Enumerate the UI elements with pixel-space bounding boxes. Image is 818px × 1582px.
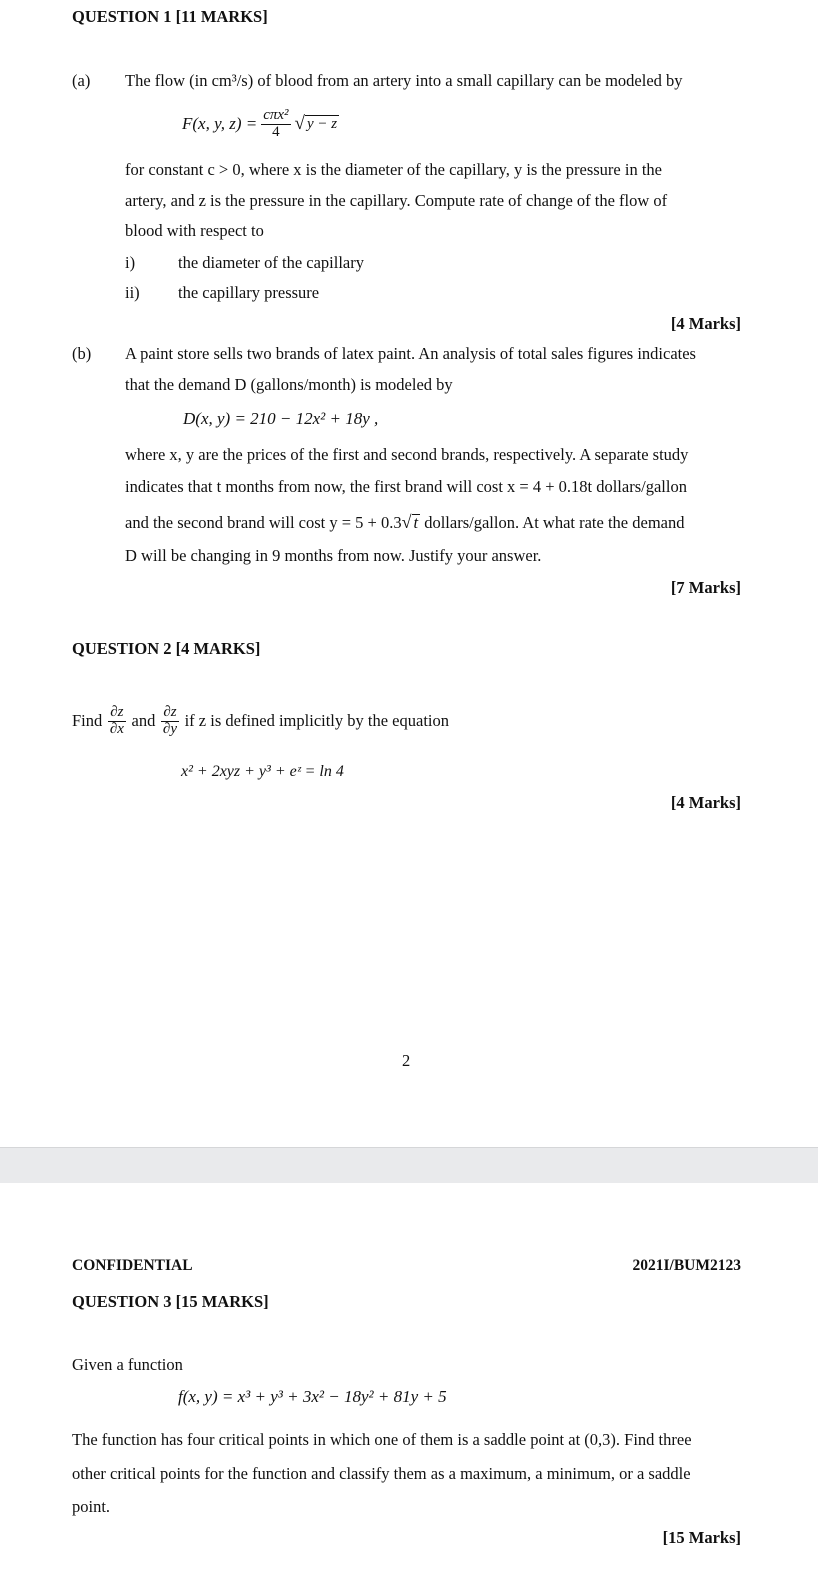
question-3-marks: [15 Marks]: [662, 1528, 741, 1547]
part-a-marks: [4 Marks]: [670, 314, 741, 333]
flow-formula-fraction: [261, 108, 290, 141]
part-a-line-2: artery, and z is the pressure in the capillary. Compute rate of change of the flow of: [125, 191, 668, 210]
course-code-header: 2021I/BUM2123: [632, 1257, 741, 1274]
page-separator-line: [0, 1147, 818, 1148]
page-number: 2: [402, 1051, 411, 1070]
dz-dx-fraction: [108, 705, 125, 738]
part-b-line-1: A paint store sells two brands of latex paint. An analysis of total sales figures indicates: [125, 344, 696, 363]
flow-formula: F(x, y, z) = $\frac{\text{cπx²}}{4}$ √ y − z: [182, 106, 338, 140]
part-a-intro: The flow (in cm³/s) of blood from an artery into a small capillary can be modeled by: [125, 71, 683, 90]
question-2-heading: QUESTION 2 [4 MARKS]: [72, 639, 261, 658]
item-i-number: i): [125, 253, 136, 272]
part-a-label: (a): [72, 71, 91, 90]
page-separator: [0, 1147, 818, 1183]
part-b-line-5-sqrt: t: [413, 513, 419, 532]
question-2-prompt: [72, 700, 449, 742]
dz-dy-numerator: ∂z: [163, 703, 177, 720]
item-ii-number: ii): [125, 283, 140, 302]
part-a-line-3: blood with respect to: [125, 221, 264, 240]
question-3-line-1: The function has four critical points in which one of them is a saddle point at (0,3). Find three: [72, 1430, 692, 1449]
part-b-line-5-start: and the second brand will cost y = 5 + 0.3: [125, 513, 402, 532]
dz-dy-denominator: ∂y: [162, 720, 177, 737]
question-3-line-2: other critical points for the function and classify them as a maximum, a minimum, or a saddle: [72, 1464, 691, 1483]
item-ii-text: the capillary pressure: [178, 283, 320, 302]
implicit-equation: x² + 2xyz + y³ + eᶻ = ln 4: [181, 763, 344, 780]
part-b-marks: [7 Marks]: [670, 578, 741, 597]
find-word: Find: [72, 710, 103, 730]
part-b-line-5-end: dollars/gallon. At what rate the demand: [420, 513, 685, 532]
part-b-line-5: and the second brand will cost y = 5 + 0.3√ t dollars/gallon. At what rate the demand: [125, 512, 685, 532]
dz-dx-numerator: ∂z: [110, 703, 124, 720]
part-a-line-1: for constant c > 0, where x is the diameter of the capillary, y is the pressure in the: [125, 160, 662, 179]
part-b-label: (b): [72, 344, 92, 363]
part-b-line-2: that the demand D (gallons/month) is modeled by: [125, 375, 453, 394]
question-3-line-3: point.: [72, 1497, 111, 1516]
question-1-heading: QUESTION 1 [11 MARKS]: [72, 7, 268, 26]
item-i-text: the diameter of the capillary: [178, 253, 364, 272]
and-word: and: [131, 710, 156, 730]
question-2-rest: if z is defined implicitly by the equation: [184, 710, 449, 730]
demand-formula: D(x, y) = 210 − 12x² + 18y ,: [183, 409, 379, 428]
part-b-line-4: indicates that t months from now, the first brand will cost x = 4 + 0.18t dollars/gallon: [125, 477, 687, 496]
question-3-intro: Given a function: [72, 1355, 183, 1374]
part-b-line-3: where x, y are the prices of the first and second brands, respectively. A separate study: [125, 445, 689, 464]
dz-dy-fraction: [161, 705, 178, 738]
flow-formula-sqrt: y − z: [306, 116, 338, 132]
dz-dx-denominator: ∂x: [109, 720, 124, 737]
flow-formula-denominator: 4: [272, 123, 280, 140]
function-formula: f(x, y) = x³ + y³ + 3x² − 18y² + 81y + 5: [178, 1387, 447, 1406]
confidential-header: CONFIDENTIAL: [72, 1257, 193, 1274]
flow-formula-lhs: F(x, y, z) =: [182, 114, 258, 133]
part-b-line-6: D will be changing in 9 months from now. Justify your answer.: [125, 546, 542, 565]
question-2-marks: [4 Marks]: [670, 793, 741, 812]
question-3-heading: QUESTION 3 [15 MARKS]: [72, 1292, 269, 1311]
flow-formula-numerator: cπx²: [263, 106, 289, 123]
